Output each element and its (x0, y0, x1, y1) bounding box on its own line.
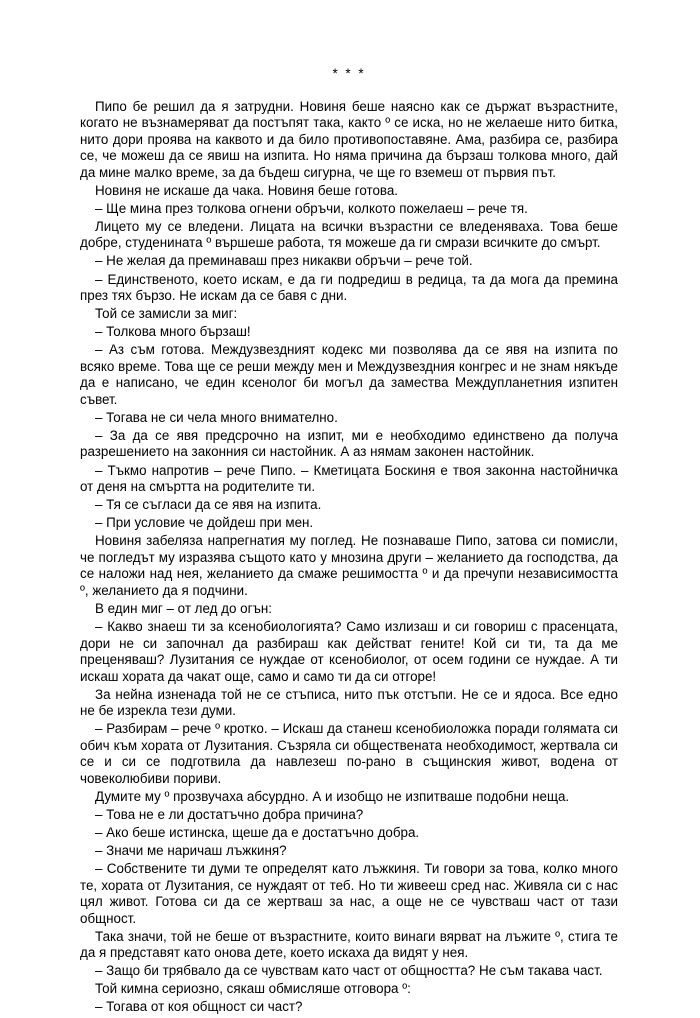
paragraph: – Не желая да преминаваш през никакви обръчи – рече той. (95, 253, 473, 269)
paragraph: – Толкова много бързаш! (95, 324, 251, 340)
section-separator: * * * (332, 66, 366, 81)
paragraph: Думите му º прозвучаха абсурдно. А и изобщо не изпитваше подобни неща. (95, 788, 570, 804)
paragraph: Пипо бе решил да я затрудни. Новиня беше наясно как се държат възрастните, когато не възнамеряват да постъпят така, както º се иска, но не желаеше нито битка, нито дори проява на каквото и да било противопоставяне. Ама, разбира се, разбира се, че можеш да се явиш на изпита. Но няма причина да бързаш толкова много, дай да мине малко време, за да бъдеш сигурна, че ще го вземеш от първия път. (80, 98, 618, 180)
paragraph: – Какво знаеш ти за ксенобиологията? Само излизаш и си говориш с прасенцата, дори не си започнал да разбираш как действат гените! Кой си ти, та да ме преценяваш? Лузитания се нуждае от ксенобиолог, от осем години се нуждае. А ти искаш хората да чакат още, само и само ти да си отгоре! (80, 618, 618, 684)
paragraph: – Тогава от коя общност си част? (95, 999, 303, 1015)
paragraph: – За да се явя предсрочно на изпит, ми е необходимо единствено да получа разрешението на законния си настойник. А аз нямам законен настойник. (80, 427, 618, 460)
paragraph: – Единственото, което искам, е да ги подредиш в редица, та да мога да премина през тях бързо. Не искам да се бавя с дни. (80, 271, 618, 304)
paragraph: – Защо би трябвало да се чувствам като част от общността? Не съм такава част. (95, 963, 603, 979)
paragraph: Новиня не искаше да чака. Новиня беше готова. (95, 182, 399, 198)
document-page (80, 66, 618, 1018)
paragraph: Той кимна сериозно, сякаш обмисляше отговора º: (95, 981, 411, 997)
paragraph: Новиня забеляза напрегнатия му поглед. Не познаваше Пипо, затова си помисли, че погледът му изразява същото като у мнозина други – желанието да господства, да се наложи над нея, желанието да смаже решимостта º и да пречупи независимостта º, желанието да я подчини. (80, 533, 618, 598)
paragraph: – Собствените ти думи те определят като лъжкиня. Ти говори за това, колко много те, хората от Лузитания, се нуждаят от теб. Но ти живееш сред нас. Живяла си с нас цял живот. Готова си да се жертваш за нас, а още не се чувстваш част от тази общност. (80, 861, 618, 926)
paragraph: – Ще мина през толкова огнени обръчи, колкото пожелаеш – рече тя. (95, 200, 528, 216)
paragraph: – Тъкмо напротив – рече Пипо. – Кметицата Боскиня е твоя законна настойничка от деня на смъртта на родителите ти. (80, 462, 618, 495)
paragraph: – Разбирам – рече º кротко. – Искаш да станеш ксенобиоложка поради голямата си обич към хората от Лузитания. Съзряла си обществената необходимост, жертвала си се и си се подготвила да навлезеш по-рано в същинския живот, водена от човеколюбиви пориви. (80, 721, 618, 786)
paragraph: Така значи, той не беше от възрастните, които винаги вярват на лъжите º, стига те да я представят като онова дете, което искаха да видят у нея. (80, 928, 618, 961)
paragraph: – Това не е ли достатъчно добра причина? (95, 806, 364, 822)
paragraph: В един миг – от лед до огън: (95, 600, 272, 616)
paragraph: – Ако беше истинска, щеше да е достатъчно добра. (95, 825, 420, 841)
paragraph: Лицето му се вледени. Лицата на всички възрастни се вледеняваха. Това беше добре, студенината º вършеше работа, тя можеше да ги смрази всичките до смърт. (80, 218, 618, 251)
paragraph: – При условие че дойдеш при мен. (95, 515, 314, 531)
paragraph: – Тя се съгласи да се явя на изпита. (95, 497, 322, 513)
paragraph: – Тогава не си чела много внимателно. (95, 409, 338, 425)
paragraph: За нейна изненада той не се стъписа, нито пък отстъпи. Не се и ядоса. Все едно не бе изрекла тези думи. (80, 686, 618, 719)
paragraph: – Аз съм готова. Междузвездният кодекс ми позволява да се явя на изпита по всяко време. Това ще се реши между мен и Междузвездния конгрес и не знам някъде да е написано, че един ксенолог би могъл да замества Междупланетния изпитен съвет. (80, 342, 618, 407)
paragraph: – Значи ме наричаш лъжкиня? (95, 843, 287, 859)
paragraph: Той се замисли за миг: (95, 306, 238, 322)
